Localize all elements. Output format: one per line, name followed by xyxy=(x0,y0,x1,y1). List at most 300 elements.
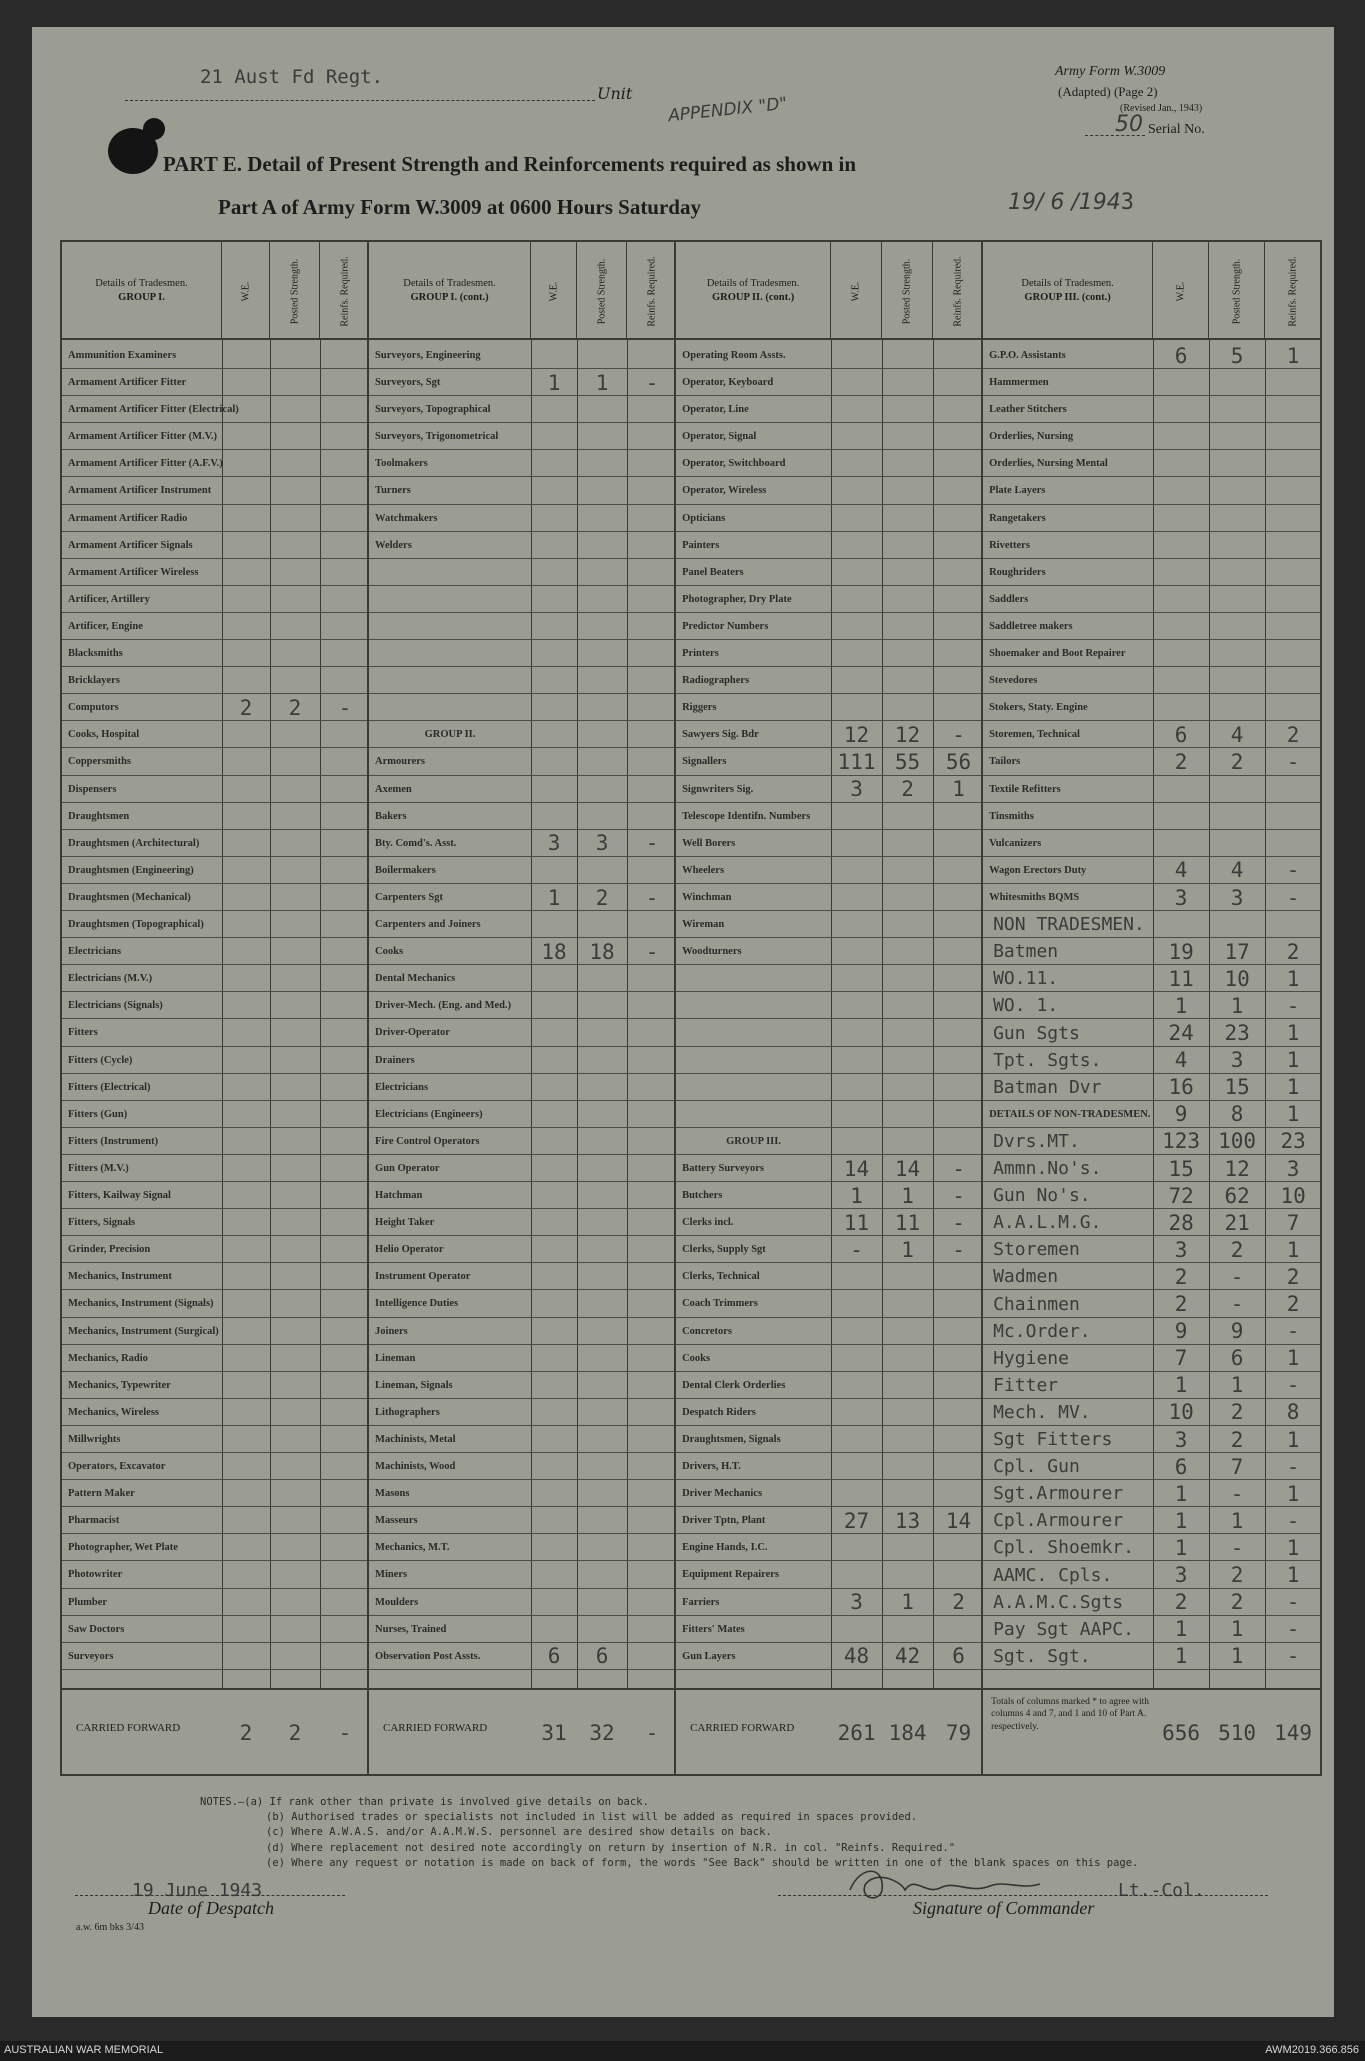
cell-rr xyxy=(627,342,677,369)
cell-rr: 2 xyxy=(1286,939,1300,964)
table-row xyxy=(62,694,367,721)
cell-rr xyxy=(627,1291,677,1318)
trade-name: Lithographers xyxy=(375,1406,440,1418)
cell-ps xyxy=(882,1101,933,1128)
cell-we xyxy=(831,1399,882,1426)
cell-rr: 10 xyxy=(1280,1183,1306,1208)
trade-name: Photographer, Wet Plate xyxy=(68,1542,178,1554)
cell-ps xyxy=(1209,478,1265,505)
cell-we: 72 xyxy=(1168,1183,1194,1208)
cell-we xyxy=(531,1345,577,1372)
cell-ps xyxy=(577,1453,627,1480)
cell-rr xyxy=(933,911,984,938)
table-row xyxy=(62,1047,367,1074)
trade-name: Armament Artificer Instrument xyxy=(68,485,212,497)
cell-rr xyxy=(933,992,984,1019)
cell-we xyxy=(222,1074,270,1101)
cell-ps: 2 xyxy=(1230,750,1244,774)
cell-we xyxy=(222,749,270,776)
table-row xyxy=(62,1182,367,1209)
cell-we xyxy=(222,965,270,992)
cell-we: 3 xyxy=(1174,1563,1188,1587)
cell-we xyxy=(831,857,882,884)
cell-we xyxy=(1153,423,1209,450)
table-row xyxy=(983,1534,1320,1561)
table-row xyxy=(676,505,981,532)
cell-we xyxy=(531,1534,577,1561)
table-row xyxy=(676,450,981,477)
trade-name: Mech. MV. xyxy=(993,1401,1091,1423)
table-row xyxy=(369,1047,674,1074)
table-row xyxy=(983,450,1320,477)
cell-ps: 1 xyxy=(1230,1508,1244,1533)
serial-label: Serial No. xyxy=(1148,122,1205,137)
col-header-reinfs xyxy=(627,242,677,340)
table-row xyxy=(676,1534,981,1561)
trade-name: Observation Post Assts. xyxy=(375,1650,481,1662)
cell-we xyxy=(1153,559,1209,586)
cell-we xyxy=(222,857,270,884)
trade-name: WO.11. xyxy=(993,968,1059,990)
cell-rr xyxy=(627,1236,677,1263)
cell-ps xyxy=(1209,505,1265,532)
trade-name: Saddletree makers xyxy=(989,620,1073,632)
cell-rr xyxy=(1265,505,1321,532)
cell-rr xyxy=(320,1318,370,1345)
table-row xyxy=(62,965,367,992)
table-row xyxy=(369,884,674,911)
cell-ps xyxy=(270,1616,320,1643)
cell-ps xyxy=(270,911,320,938)
cell-ps xyxy=(882,1562,933,1589)
table-row xyxy=(62,1074,367,1101)
cell-rr: 2 xyxy=(1286,722,1300,747)
trade-name: Storemen, Technical xyxy=(989,729,1080,741)
table-row xyxy=(983,369,1320,396)
cell-ps xyxy=(270,1101,320,1128)
cell-we: 1 xyxy=(547,885,561,910)
cell-ps xyxy=(882,1453,933,1480)
cell-ps xyxy=(577,992,627,1019)
cell-ps xyxy=(577,667,627,694)
cell-rr: 14 xyxy=(945,1508,972,1533)
cell-rr xyxy=(627,396,677,423)
cell-ps xyxy=(270,1480,320,1507)
table-row xyxy=(369,1426,674,1453)
cell-we xyxy=(531,1399,577,1426)
cell-rr xyxy=(1265,830,1321,857)
trade-name: Cpl. Shoemkr. xyxy=(993,1537,1134,1559)
total-we: 261 xyxy=(837,1721,876,1745)
details-label: Details of Tradesmen. xyxy=(1021,278,1114,290)
cell-ps xyxy=(882,830,933,857)
trade-name: Orderlies, Nursing xyxy=(989,431,1074,443)
details-header xyxy=(676,242,831,340)
cell-ps xyxy=(577,1236,627,1263)
trade-name: Woodturners xyxy=(682,946,742,958)
cell-rr xyxy=(627,1047,677,1074)
trade-name: Fitters (Cycle) xyxy=(68,1054,133,1066)
cell-we xyxy=(831,911,882,938)
cell-rr xyxy=(1265,911,1321,938)
cell-ps xyxy=(1209,667,1265,694)
cell-ps xyxy=(270,450,320,477)
cell-ps xyxy=(577,1534,627,1561)
table-row xyxy=(62,1399,367,1426)
cell-we xyxy=(222,830,270,857)
trade-name: Carpenters Sgt xyxy=(375,891,443,903)
table-row xyxy=(62,884,367,911)
table-row xyxy=(983,1643,1320,1670)
cell-ps xyxy=(270,1128,320,1155)
cell-we xyxy=(222,450,270,477)
cell-ps xyxy=(270,1236,320,1263)
trade-name: Surveyors, Sgt xyxy=(375,377,441,389)
cell-we xyxy=(222,613,270,640)
table-row xyxy=(369,396,674,423)
table-row xyxy=(62,1209,367,1236)
cell-rr xyxy=(320,478,370,505)
trade-name: Concretors xyxy=(682,1325,733,1337)
table-row xyxy=(62,1426,367,1453)
table-row xyxy=(369,830,674,857)
note-b: (b) Authorised trades or specialists not included in list will be added as required in spaces provided. xyxy=(266,1811,918,1824)
table-row xyxy=(369,613,674,640)
cell-we: 3 xyxy=(1174,1237,1188,1262)
cell-ps: 3 xyxy=(1230,1048,1244,1073)
cell-ps xyxy=(270,1318,320,1345)
cell-we: - xyxy=(850,1237,863,1262)
trade-name: Tailors xyxy=(989,756,1021,768)
cell-rr: - xyxy=(645,885,659,910)
table-row xyxy=(676,857,981,884)
cell-rr xyxy=(320,640,370,667)
cell-we xyxy=(531,667,577,694)
cell-we xyxy=(222,505,270,532)
cell-ps: 12 xyxy=(894,722,921,747)
cell-ps xyxy=(882,1291,933,1318)
cell-we: 6 xyxy=(1174,1454,1188,1479)
cell-rr xyxy=(320,559,370,586)
trade-name: Butchers xyxy=(682,1190,723,1202)
table-row xyxy=(62,396,367,423)
trade-name: Fitters, Signals xyxy=(68,1217,136,1229)
trade-name: Saw Doctors xyxy=(68,1623,125,1635)
table-row xyxy=(676,1345,981,1372)
cell-we xyxy=(1153,369,1209,396)
cell-rr xyxy=(1265,369,1321,396)
trade-name: Watchmakers xyxy=(375,512,438,524)
cell-ps: 2 xyxy=(1230,1427,1244,1452)
cell-we xyxy=(222,1209,270,1236)
cell-ps xyxy=(270,1589,320,1616)
col-header-label: Posted Strength. xyxy=(289,258,300,324)
cell-rr xyxy=(627,1318,677,1345)
col-header-label: W.E. xyxy=(850,281,862,301)
cell-rr: 23 xyxy=(1280,1129,1306,1154)
strength-table xyxy=(60,240,1322,1776)
cell-ps: - xyxy=(1230,1481,1244,1506)
cell-rr: - xyxy=(1286,1644,1300,1669)
trade-name: A.A.L.M.G. xyxy=(993,1212,1102,1234)
cell-rr: - xyxy=(952,722,965,747)
trade-name: Helio Operator xyxy=(375,1244,444,1256)
cell-ps xyxy=(577,965,627,992)
cell-rr xyxy=(933,1426,984,1453)
table-row xyxy=(676,1047,981,1074)
cell-rr xyxy=(320,776,370,803)
trade-name: Fitters (Electrical) xyxy=(68,1081,151,1093)
trade-name: Leather Stitchers xyxy=(989,404,1067,416)
cell-ps xyxy=(270,1074,320,1101)
cell-ps xyxy=(577,1562,627,1589)
cell-we xyxy=(831,505,882,532)
cell-we xyxy=(531,1507,577,1534)
cell-we xyxy=(222,884,270,911)
cell-we xyxy=(831,1453,882,1480)
cell-we xyxy=(222,1291,270,1318)
cell-ps xyxy=(882,1020,933,1047)
total-ps: 32 xyxy=(589,1721,615,1745)
cell-rr xyxy=(933,1562,984,1589)
cell-we xyxy=(831,1128,882,1155)
cell-we xyxy=(831,1345,882,1372)
cell-rr xyxy=(627,1372,677,1399)
cell-we xyxy=(531,396,577,423)
cell-ps xyxy=(1209,423,1265,450)
punch-hole-tab xyxy=(143,118,165,140)
cell-ps: 100 xyxy=(1218,1129,1257,1154)
details-label: Details of Tradesmen. xyxy=(706,278,800,290)
trade-name: Saddlers xyxy=(989,593,1029,605)
trade-name: Carpenters and Joiners xyxy=(375,919,481,931)
table-row xyxy=(676,1480,981,1507)
cell-rr xyxy=(933,640,984,667)
cell-ps xyxy=(270,342,320,369)
trade-name: Turners xyxy=(375,485,411,497)
trade-name: Tinsmiths xyxy=(989,810,1034,822)
cell-ps xyxy=(577,478,627,505)
cell-ps xyxy=(270,1209,320,1236)
cell-rr xyxy=(627,1074,677,1101)
cell-we: 1 xyxy=(1174,1508,1188,1533)
cell-rr xyxy=(933,1263,984,1290)
table-row xyxy=(676,1426,981,1453)
trade-name: Moulders xyxy=(375,1596,419,1608)
trade-name: AAMC. Cpls. xyxy=(993,1564,1113,1586)
cell-rr xyxy=(933,1480,984,1507)
cell-we xyxy=(531,1480,577,1507)
col-header-label: W.E. xyxy=(239,281,251,301)
trade-name: Operator, Switchboard xyxy=(682,458,786,470)
cell-ps xyxy=(577,911,627,938)
cell-rr xyxy=(627,1182,677,1209)
table-row xyxy=(983,1047,1320,1074)
group-subheading: GROUP II. xyxy=(424,729,476,741)
cell-rr xyxy=(933,694,984,721)
table-row xyxy=(676,369,981,396)
col-header-label: Posted Strength. xyxy=(1231,258,1243,324)
cell-rr: 2 xyxy=(1286,1264,1300,1289)
cell-ps xyxy=(577,1209,627,1236)
cell-rr xyxy=(320,1074,370,1101)
cell-ps xyxy=(882,965,933,992)
cell-rr: - xyxy=(1286,1319,1300,1344)
trade-name: Machinists, Metal xyxy=(375,1433,456,1445)
cell-we xyxy=(1153,505,1209,532)
trade-name: Surveyors xyxy=(68,1650,114,1662)
table-row xyxy=(676,965,981,992)
cell-ps xyxy=(270,1453,320,1480)
table-row xyxy=(983,586,1320,613)
table-row xyxy=(369,965,674,992)
cell-rr xyxy=(933,505,984,532)
table-row xyxy=(369,1507,674,1534)
trade-name: Electricians (Signals) xyxy=(68,1000,163,1012)
table-row xyxy=(369,1589,674,1616)
cell-we: 48 xyxy=(843,1644,870,1669)
table-row xyxy=(369,776,674,803)
cell-rr: - xyxy=(952,1156,965,1181)
trade-name: Roughriders xyxy=(989,566,1046,578)
cell-rr xyxy=(320,613,370,640)
cell-we xyxy=(531,1562,577,1589)
cell-ps xyxy=(1209,640,1265,667)
group-heading: GROUP II. (cont.) xyxy=(711,292,795,303)
table-row xyxy=(62,1480,367,1507)
table-row xyxy=(369,1480,674,1507)
cell-ps xyxy=(882,640,933,667)
cell-ps xyxy=(577,857,627,884)
cell-rr xyxy=(627,1399,677,1426)
note-a: NOTES.—(a) If rank other than private is involved give details on back. xyxy=(200,1796,649,1808)
cell-ps xyxy=(270,532,320,559)
cell-ps: 7 xyxy=(1230,1454,1244,1479)
cell-rr xyxy=(933,1372,984,1399)
table-row xyxy=(62,1020,367,1047)
cell-ps xyxy=(270,776,320,803)
cell-ps xyxy=(270,1263,320,1290)
trade-name: Gun Operator xyxy=(375,1162,440,1174)
archive-name: AUSTRALIAN WAR MEMORIAL xyxy=(4,2044,164,2056)
cell-rr: 7 xyxy=(1286,1210,1300,1235)
table-row xyxy=(676,559,981,586)
trade-name: Fitters (Gun) xyxy=(68,1108,128,1120)
total-ps: 510 xyxy=(1218,1721,1257,1745)
trade-name: Bakers xyxy=(375,810,407,822)
cell-rr: - xyxy=(1286,750,1300,774)
total-rr: - xyxy=(645,1721,659,1745)
cell-we: 1 xyxy=(1174,1535,1188,1560)
cell-rr xyxy=(320,830,370,857)
title-line-1: PART E. Detail of Present Strength and Reinforcements required as shown in xyxy=(163,152,857,176)
cell-rr: 1 xyxy=(1286,1427,1300,1452)
cell-ps xyxy=(882,586,933,613)
total-rr: 149 xyxy=(1274,1721,1313,1745)
cell-rr xyxy=(933,1534,984,1561)
cell-ps: 6 xyxy=(595,1644,609,1669)
cell-rr xyxy=(627,559,677,586)
cell-we xyxy=(222,1020,270,1047)
cell-ps xyxy=(1209,911,1265,938)
cell-ps xyxy=(882,857,933,884)
total-rr: 79 xyxy=(945,1721,972,1745)
cell-rr xyxy=(320,721,370,748)
table-row xyxy=(983,1128,1320,1155)
cell-rr xyxy=(320,1182,370,1209)
table-row xyxy=(676,478,981,505)
table-row xyxy=(62,423,367,450)
trade-name: Dispensers xyxy=(68,783,117,795)
cell-ps xyxy=(577,1074,627,1101)
cell-we xyxy=(831,613,882,640)
trade-name: Dvrs.MT. xyxy=(993,1130,1080,1152)
cell-rr xyxy=(627,1426,677,1453)
trade-name: Signwriters Sig. xyxy=(682,783,754,795)
carried-forward-row xyxy=(62,1688,367,1774)
cell-we xyxy=(531,965,577,992)
trade-name: Machinists, Wood xyxy=(375,1461,456,1473)
trade-name: Clerks incl. xyxy=(682,1217,734,1229)
cell-we: 1 xyxy=(1174,993,1188,1018)
cell-ps: 14 xyxy=(894,1156,921,1181)
cell-rr xyxy=(1265,803,1321,830)
cell-rr: 1 xyxy=(1286,1237,1300,1262)
cell-ps xyxy=(882,396,933,423)
cell-rr xyxy=(933,450,984,477)
trade-name: Toolmakers xyxy=(375,458,428,470)
trade-name: Surveyors, Engineering xyxy=(375,349,481,361)
table-row xyxy=(983,1182,1320,1209)
table-row xyxy=(369,478,674,505)
cell-we xyxy=(1153,532,1209,559)
cell-ps xyxy=(270,478,320,505)
col-header-label: Posted Strength. xyxy=(596,258,608,324)
cell-ps xyxy=(270,640,320,667)
cell-ps xyxy=(270,1372,320,1399)
group-column-1 xyxy=(62,242,369,1774)
trade-name: Mechanics, M.T. xyxy=(375,1542,450,1554)
cell-we xyxy=(222,342,270,369)
cell-rr xyxy=(320,1291,370,1318)
cell-we xyxy=(222,1534,270,1561)
trade-name: Computors xyxy=(68,702,119,714)
cell-ps: 21 xyxy=(1224,1210,1250,1235)
cell-ps xyxy=(270,667,320,694)
trade-name: Coach Trimmers xyxy=(682,1298,758,1310)
trade-name: Drivers, H.T. xyxy=(682,1461,741,1473)
cell-ps xyxy=(577,1020,627,1047)
table-row xyxy=(62,721,367,748)
cell-rr: 1 xyxy=(952,777,965,802)
total-rr: - xyxy=(338,1721,352,1745)
cell-rr xyxy=(320,1426,370,1453)
cell-ps: 55 xyxy=(894,750,921,774)
trade-name: Mechanics, Typewriter xyxy=(68,1379,171,1391)
cell-rr xyxy=(320,992,370,1019)
cell-rr xyxy=(933,342,984,369)
col-header-label: Reinfs. Required. xyxy=(339,255,351,327)
cell-we xyxy=(222,667,270,694)
trade-name: Draughtsmen, Signals xyxy=(682,1433,781,1445)
cell-we: 4 xyxy=(1174,858,1188,883)
cell-rr xyxy=(627,1020,677,1047)
cell-ps xyxy=(577,505,627,532)
cell-ps xyxy=(270,1182,320,1209)
col-header-label: W.E. xyxy=(548,281,560,301)
cell-we: 1 xyxy=(1174,1373,1188,1398)
cell-rr xyxy=(320,1616,370,1643)
